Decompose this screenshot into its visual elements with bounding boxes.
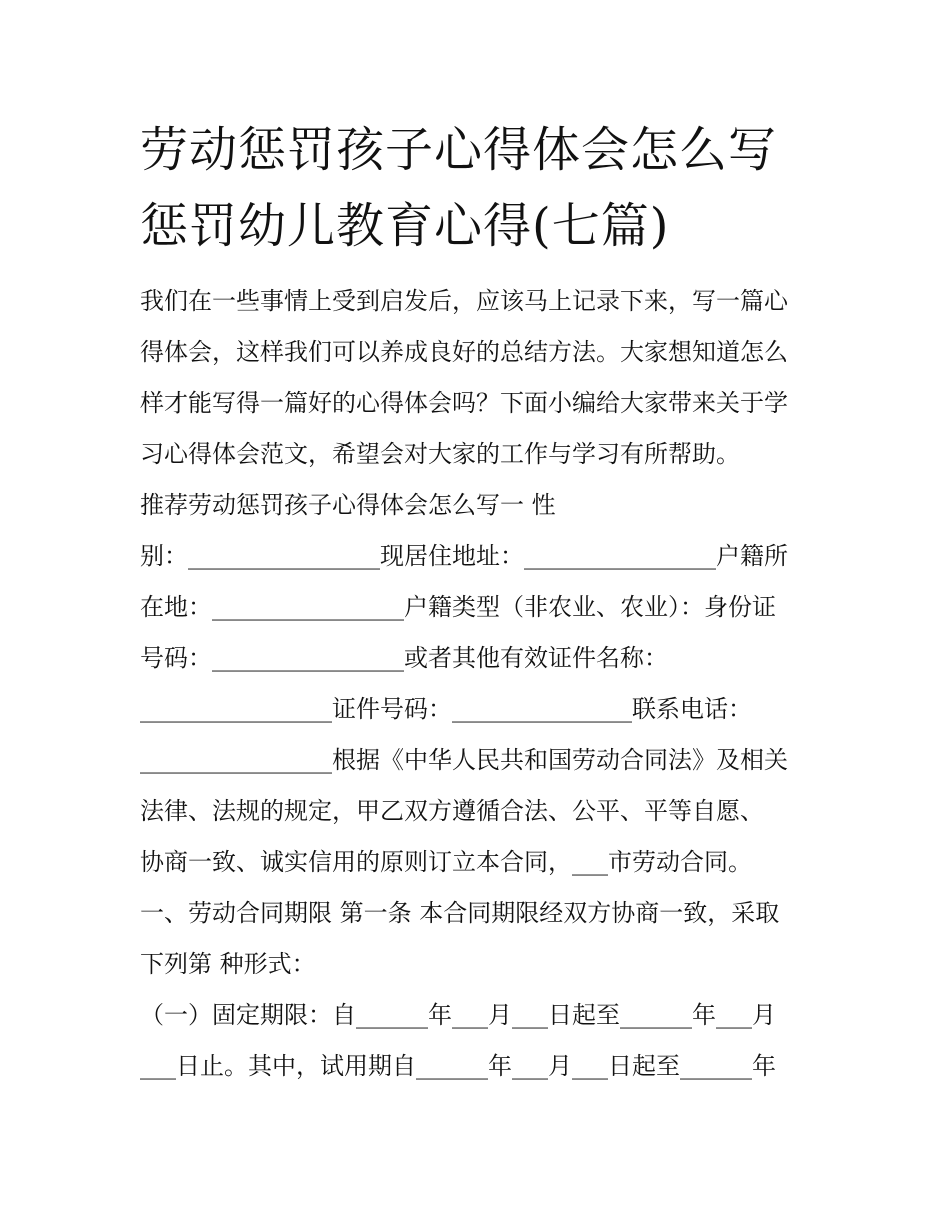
body-line-2: 得体会，这样我们可以养成良好的总结方法。大家想知道怎么: [140, 338, 788, 366]
body-line-1: 我们在一些事情上受到启发后，应该马上记录下来，写一篇心: [140, 287, 788, 315]
body-line-15: （一）固定期限：自______年___月___日起至______年___月: [140, 1001, 776, 1029]
body-line-13: 一、劳动合同期限 第一条 本合同期限经双方协商一致，采取: [140, 899, 780, 927]
body-line-8: 号码：________________或者其他有效证件名称：: [140, 644, 668, 672]
body-line-5: 推荐劳动惩罚孩子心得体会怎么写一 性: [140, 491, 556, 519]
body-line-9: ________________证件号码：_______________联系电话：: [140, 695, 752, 723]
body-line-10: ________________根据《中华人民共和国劳动合同法》及相关: [140, 746, 788, 774]
document-title: [140, 112, 840, 264]
body-line-7: 在地：________________户籍类型（非农业、农业）：身份证: [140, 593, 776, 621]
body-line-12: 协商一致、诚实信用的原则订立本合同，___市劳动合同。: [140, 848, 752, 876]
body-line-16: ___日止。其中，试用期自______年___月___日起至______年: [140, 1052, 776, 1080]
title-line-2: 惩罚幼儿教育心得(七篇): [140, 198, 670, 254]
body-line-14: 下列第 种形式：: [140, 950, 316, 978]
body-line-11: 法律、法规的规定，甲乙双方遵循合法、公平、平等自愿、: [140, 797, 764, 825]
body-line-3: 样才能写得一篇好的心得体会吗？下面小编给大家带来关于学: [140, 389, 788, 417]
body-line-6: 别：________________现居住地址：________________户籍所: [140, 542, 788, 570]
body-line-4: 习心得体会范文，希望会对大家的工作与学习有所帮助。: [140, 440, 740, 468]
title-line-1: 劳动惩罚孩子心得体会怎么写: [140, 122, 778, 178]
document-body: [140, 276, 820, 1092]
